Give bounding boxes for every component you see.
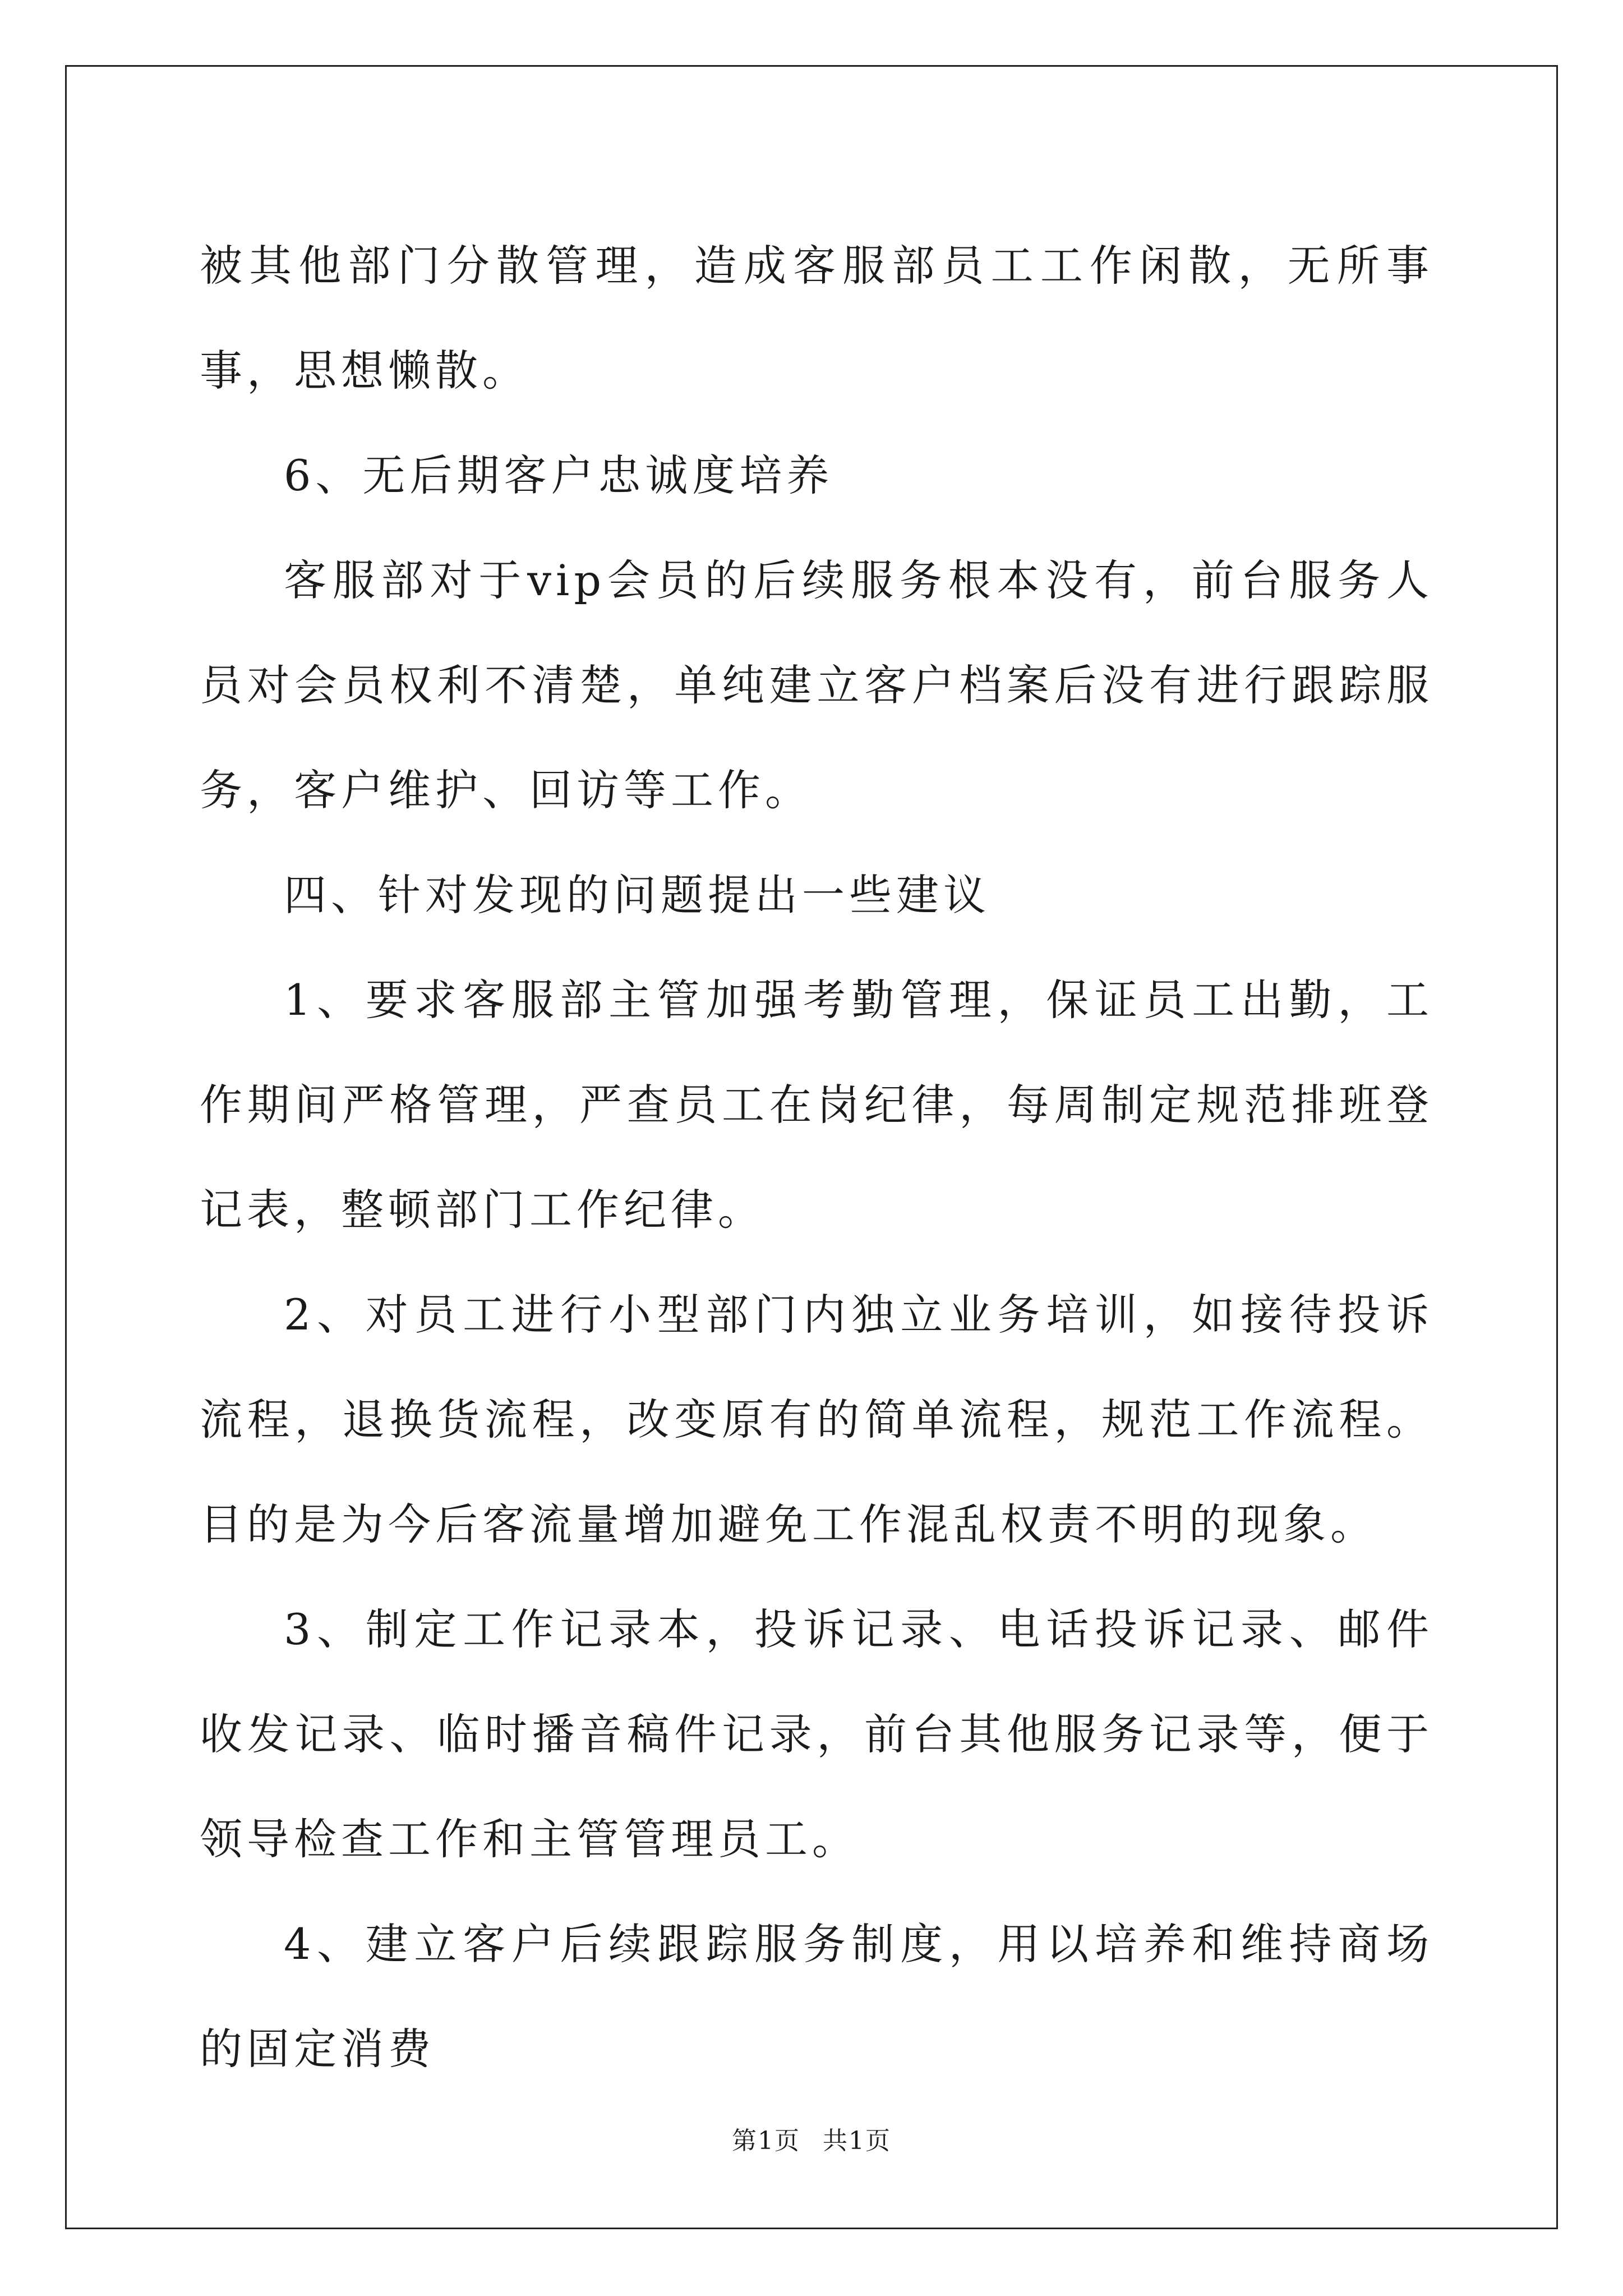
heading-item-6: 6、无后期客户忠诚度培养 — [284, 450, 834, 500]
paragraph-continuation: 被其他部门分散管理，造成客服部员工工作闲散，无所事事，思想懒散。 — [200, 241, 1433, 395]
suggestion-4: 4、建立客户后续跟踪服务制度，用以培养和维持商场的固定消费 — [200, 1919, 1433, 2074]
page-number: 第1页 — [732, 2127, 800, 2155]
section-heading-4: 四、针对发现的问题提出一些建议 — [284, 870, 990, 920]
suggestion-1: 1、要求客服部主管加强考勤管理，保证员工出勤，工作期间严格管理，严查员工在岗纪律，每周制定规范排班登记表，整顿部门工作纪律。 — [200, 975, 1433, 1235]
suggestion-3: 3、制定工作记录本，投诉记录、电话投诉记录、邮件收发记录、临时播音稿件记录，前台其他服务记录等，便于领导检查工作和主管管理员工。 — [200, 1604, 1433, 1864]
page-total: 共1页 — [823, 2127, 891, 2155]
page-footer — [0, 2120, 1623, 2156]
paragraph-vip-service: 客服部对于vip会员的后续服务根本没有，前台服务人员对会员权利不清楚，单纯建立客户档案后没有进行跟踪服务，客户维护、回访等工作。 — [200, 555, 1433, 815]
suggestion-2: 2、对员工进行小型部门内独立业务培训，如接待投诉流程，退换货流程，改变原有的简单流程，规范工作流程。目的是为今后客流量增加避免工作混乱权责不明的现象。 — [200, 1290, 1433, 1549]
document-body — [200, 213, 1433, 2101]
